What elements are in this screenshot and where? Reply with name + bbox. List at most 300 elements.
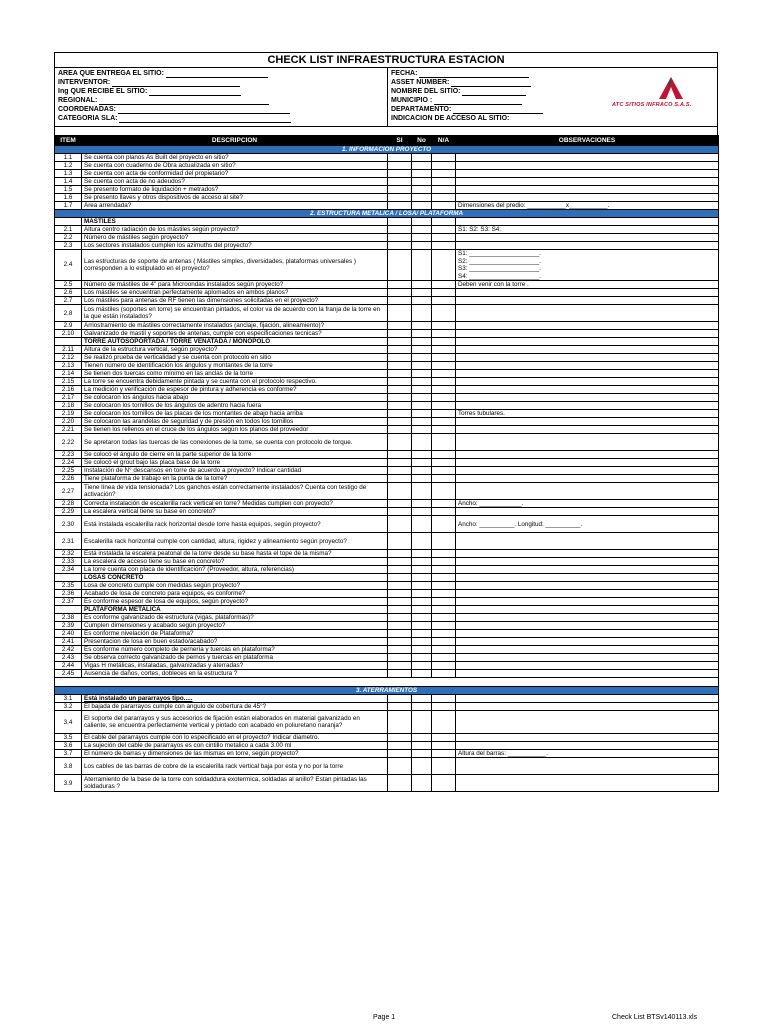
check-no[interactable] — [412, 354, 432, 362]
check-si[interactable] — [388, 330, 412, 338]
observaciones-cell[interactable] — [456, 170, 719, 178]
check-si[interactable] — [388, 550, 412, 558]
check-si[interactable] — [388, 154, 412, 162]
check-si[interactable] — [388, 402, 412, 410]
field-coordenadas-input[interactable] — [118, 106, 290, 114]
check-na[interactable] — [432, 154, 456, 162]
table-row — [55, 646, 719, 654]
check-na[interactable] — [432, 242, 456, 250]
field-regional-input[interactable] — [99, 97, 269, 105]
check-na[interactable] — [432, 475, 456, 483]
check-na[interactable] — [432, 711, 456, 734]
site-info-header — [54, 67, 718, 127]
check-na[interactable] — [432, 305, 456, 322]
check-si[interactable] — [388, 558, 412, 566]
check-na[interactable] — [432, 194, 456, 202]
check-si[interactable] — [388, 742, 412, 750]
check-si[interactable] — [388, 234, 412, 242]
check-no[interactable] — [412, 370, 432, 378]
check-na[interactable] — [432, 622, 456, 630]
item-description: Es conforme nivelación de Plataforma? — [82, 630, 388, 638]
observaciones-cell[interactable] — [456, 346, 719, 354]
check-na[interactable] — [432, 662, 456, 670]
observaciones-cell[interactable] — [456, 386, 719, 394]
check-na[interactable] — [432, 378, 456, 386]
observaciones-cell[interactable] — [456, 289, 719, 297]
check-na[interactable] — [432, 202, 456, 210]
check-no[interactable] — [412, 170, 432, 178]
check-na[interactable] — [432, 234, 456, 242]
check-na[interactable] — [432, 646, 456, 654]
check-na[interactable] — [432, 598, 456, 606]
check-no[interactable] — [412, 434, 432, 451]
check-si[interactable] — [388, 670, 412, 678]
check-no[interactable] — [412, 194, 432, 202]
check-si[interactable] — [388, 354, 412, 362]
check-na[interactable] — [432, 500, 456, 508]
check-na[interactable] — [432, 418, 456, 426]
check-si[interactable] — [388, 170, 412, 178]
check-no[interactable] — [412, 775, 432, 792]
check-si[interactable] — [388, 162, 412, 170]
item-description: Se presento formato de liquidación + metrados? — [82, 186, 388, 194]
check-na[interactable] — [432, 516, 456, 533]
check-na[interactable] — [432, 750, 456, 758]
check-si[interactable] — [388, 533, 412, 550]
check-si[interactable] — [388, 508, 412, 516]
field-interventor-input[interactable] — [112, 79, 240, 87]
observaciones-cell[interactable] — [456, 234, 719, 242]
check-no[interactable] — [412, 459, 432, 467]
check-si[interactable] — [388, 202, 412, 210]
check-na[interactable] — [432, 226, 456, 234]
check-si[interactable] — [388, 426, 412, 434]
observaciones-cell[interactable] — [456, 566, 719, 574]
check-no — [412, 218, 432, 226]
observaciones-cell[interactable] — [456, 418, 719, 426]
table-row — [55, 758, 719, 775]
check-no[interactable] — [412, 590, 432, 598]
check-na[interactable] — [432, 451, 456, 459]
check-na[interactable] — [432, 162, 456, 170]
observaciones-cell[interactable] — [456, 582, 719, 590]
check-no[interactable] — [412, 670, 432, 678]
observaciones-cell[interactable]: Altura del barras: ___________. — [456, 750, 719, 758]
check-no[interactable] — [412, 297, 432, 305]
check-si[interactable] — [388, 734, 412, 742]
check-si[interactable] — [388, 775, 412, 792]
item-number: 2.24 — [55, 459, 82, 467]
check-si[interactable] — [388, 467, 412, 475]
check-si[interactable] — [388, 703, 412, 711]
observaciones-cell[interactable] — [456, 467, 719, 475]
check-si[interactable] — [388, 638, 412, 646]
check-no[interactable] — [412, 695, 432, 703]
check-no[interactable] — [412, 500, 432, 508]
item-description: El cable del pararrayos cumple con lo especificado en el proyecto? Indicar diametro. — [82, 734, 388, 742]
table-row — [55, 670, 719, 678]
observaciones-cell[interactable] — [456, 378, 719, 386]
check-si[interactable] — [388, 386, 412, 394]
check-na[interactable] — [432, 742, 456, 750]
check-no[interactable] — [412, 508, 432, 516]
observaciones-cell[interactable] — [456, 194, 719, 202]
check-no[interactable] — [412, 750, 432, 758]
observaciones-cell[interactable] — [456, 590, 719, 598]
observaciones-cell[interactable] — [456, 330, 719, 338]
check-no[interactable] — [412, 451, 432, 459]
check-no[interactable] — [412, 322, 432, 330]
item-number: 3.2 — [55, 703, 82, 711]
observaciones-cell[interactable] — [456, 426, 719, 434]
check-si[interactable] — [388, 242, 412, 250]
check-si[interactable] — [388, 281, 412, 289]
observaciones-cell[interactable] — [456, 758, 719, 775]
table-row — [55, 305, 719, 322]
check-si[interactable] — [388, 346, 412, 354]
observaciones-cell[interactable] — [456, 775, 719, 792]
subsection-row — [55, 574, 719, 582]
item-description: Presentacion de losa en buen estado/acabado? — [82, 638, 388, 646]
check-na[interactable] — [432, 346, 456, 354]
check-si[interactable] — [388, 622, 412, 630]
observaciones-cell[interactable] — [456, 162, 719, 170]
check-no[interactable] — [412, 289, 432, 297]
observaciones-cell[interactable] — [456, 370, 719, 378]
field-asset-input[interactable] — [451, 79, 531, 87]
observaciones-cell[interactable] — [456, 508, 719, 516]
observaciones-cell[interactable] — [456, 154, 719, 162]
observaciones-cell[interactable] — [456, 558, 719, 566]
check-na[interactable] — [432, 289, 456, 297]
item-description: Número de mástiles según proyecto? — [82, 234, 388, 242]
check-no[interactable] — [412, 346, 432, 354]
table-row — [55, 330, 719, 338]
check-si[interactable] — [388, 186, 412, 194]
check-si[interactable] — [388, 434, 412, 451]
item-description: Se colocaron los tornillos de las placas de los montantes de abajo hacia arriba — [82, 410, 388, 418]
observaciones-cell[interactable] — [456, 622, 719, 630]
check-na[interactable] — [432, 590, 456, 598]
check-na[interactable] — [432, 614, 456, 622]
check-na[interactable] — [432, 297, 456, 305]
observaciones-cell[interactable] — [456, 178, 719, 186]
check-no[interactable] — [412, 186, 432, 194]
item-description: Galvanizado de mastil y soportes de antenas, cumple con especificaciones tecnicas? — [82, 330, 388, 338]
check-na[interactable] — [432, 654, 456, 662]
observaciones-cell[interactable] — [456, 662, 719, 670]
item-number: 2.15 — [55, 378, 82, 386]
table-row — [55, 418, 719, 426]
item-number: 2.3 — [55, 242, 82, 250]
observaciones-cell[interactable] — [456, 242, 719, 250]
check-si[interactable] — [388, 459, 412, 467]
item-description: Está instalado un pararrayos tipo..... — [82, 695, 388, 703]
check-no[interactable] — [412, 394, 432, 402]
field-departamento-input[interactable] — [453, 106, 543, 114]
check-na[interactable] — [432, 467, 456, 475]
field-fecha-input[interactable] — [419, 70, 529, 78]
table-row — [55, 622, 719, 630]
check-na[interactable] — [432, 734, 456, 742]
check-no[interactable] — [412, 654, 432, 662]
check-no[interactable] — [412, 402, 432, 410]
table-row — [55, 242, 719, 250]
field-ing-input[interactable] — [149, 88, 241, 96]
check-si[interactable] — [388, 394, 412, 402]
check-si[interactable] — [388, 662, 412, 670]
item-number: 2.20 — [55, 418, 82, 426]
item-description: Área arrendada? — [82, 202, 388, 210]
check-no[interactable] — [412, 614, 432, 622]
check-si[interactable] — [388, 630, 412, 638]
check-si[interactable] — [388, 758, 412, 775]
table-row — [55, 695, 719, 703]
check-na[interactable] — [432, 386, 456, 394]
check-si[interactable] — [388, 500, 412, 508]
field-municipio-input[interactable] — [434, 97, 522, 105]
check-no[interactable] — [412, 386, 432, 394]
check-na[interactable] — [432, 558, 456, 566]
check-na[interactable] — [432, 566, 456, 574]
col-item: ITEM — [55, 136, 82, 146]
check-no[interactable] — [412, 467, 432, 475]
check-no[interactable] — [412, 281, 432, 289]
check-no[interactable] — [412, 305, 432, 322]
check-na[interactable] — [432, 630, 456, 638]
check-na — [432, 574, 456, 582]
observaciones-cell[interactable] — [456, 670, 719, 678]
check-no[interactable] — [412, 622, 432, 630]
observaciones-cell[interactable] — [456, 434, 719, 451]
check-si[interactable] — [388, 370, 412, 378]
observaciones-cell[interactable]: Torres tubulares. — [456, 410, 719, 418]
observaciones-cell[interactable] — [456, 354, 719, 362]
check-si[interactable] — [388, 582, 412, 590]
check-si[interactable] — [388, 305, 412, 322]
check-no[interactable] — [412, 533, 432, 550]
check-na[interactable] — [432, 178, 456, 186]
field-interventor-label: INTERVENTOR: — [58, 79, 111, 86]
observaciones-cell[interactable] — [456, 322, 719, 330]
item-description: Altura centro radiación de los mástiles según proyecto? — [82, 226, 388, 234]
check-si[interactable] — [388, 378, 412, 386]
item-description: Se colocaron los ángulos hacia abajo — [82, 394, 388, 402]
item-number: 2.11 — [55, 346, 82, 354]
observaciones-cell[interactable] — [456, 394, 719, 402]
check-si[interactable] — [388, 654, 412, 662]
check-si[interactable] — [388, 418, 412, 426]
check-na[interactable] — [432, 508, 456, 516]
check-no[interactable] — [412, 178, 432, 186]
observaciones-cell[interactable]: Ancho: ____________. — [456, 500, 719, 508]
check-no[interactable] — [412, 742, 432, 750]
subsection-row — [55, 338, 719, 346]
check-no[interactable] — [412, 566, 432, 574]
check-no[interactable] — [412, 162, 432, 170]
check-na[interactable] — [432, 638, 456, 646]
item-description: Está instalada escalerilla rack horizontal desde torre hasta equipos, según proyecto? — [82, 516, 388, 533]
check-na[interactable] — [432, 402, 456, 410]
check-si — [388, 338, 412, 346]
check-si[interactable] — [388, 590, 412, 598]
check-no[interactable] — [412, 410, 432, 418]
observaciones-cell[interactable]: S1: S2: S3: S4: — [456, 226, 719, 234]
check-no[interactable] — [412, 734, 432, 742]
check-no[interactable] — [412, 330, 432, 338]
field-categoria-input[interactable] — [119, 115, 291, 123]
observaciones-cell[interactable] — [456, 695, 719, 703]
observaciones-cell[interactable]: Dimensiones del predio: ___________x___________. — [456, 202, 719, 210]
observaciones-cell[interactable] — [456, 734, 719, 742]
observaciones-cell[interactable] — [456, 703, 719, 711]
observaciones-cell[interactable] — [456, 598, 719, 606]
check-si[interactable] — [388, 516, 412, 533]
item-description: Cumplen dimensiones y acabado según proyecto? — [82, 622, 388, 630]
check-na[interactable] — [432, 170, 456, 178]
check-si[interactable] — [388, 194, 412, 202]
check-na[interactable] — [432, 281, 456, 289]
check-na[interactable] — [432, 533, 456, 550]
observaciones-cell[interactable] — [456, 711, 719, 734]
check-na[interactable] — [432, 550, 456, 558]
check-no[interactable] — [412, 550, 432, 558]
observaciones-cell[interactable] — [456, 459, 719, 467]
check-na — [432, 218, 456, 226]
observaciones-cell[interactable] — [456, 402, 719, 410]
observaciones-cell[interactable] — [456, 654, 719, 662]
check-na[interactable] — [432, 582, 456, 590]
item-number — [55, 218, 82, 226]
check-si[interactable] — [388, 646, 412, 654]
observaciones-cell[interactable]: Ancho: __________. Longitud: __________. — [456, 516, 719, 533]
check-si[interactable] — [388, 695, 412, 703]
check-no[interactable] — [412, 582, 432, 590]
item-number: 3.8 — [55, 758, 82, 775]
check-si[interactable] — [388, 410, 412, 418]
checklist-table — [54, 135, 719, 792]
check-na — [432, 606, 456, 614]
check-na[interactable] — [432, 186, 456, 194]
check-na[interactable] — [432, 670, 456, 678]
item-description: Se colocaron las arandelas de seguridad y de presión en todos los tornillos — [82, 418, 388, 426]
observaciones-cell[interactable] — [456, 742, 719, 750]
item-number: 1.3 — [55, 170, 82, 178]
check-no[interactable] — [412, 226, 432, 234]
check-no[interactable] — [412, 630, 432, 638]
check-na[interactable] — [432, 775, 456, 792]
check-na[interactable] — [432, 362, 456, 370]
check-si[interactable] — [388, 711, 412, 734]
check-no[interactable] — [412, 378, 432, 386]
table-row — [55, 394, 719, 402]
table-row — [55, 703, 719, 711]
check-no[interactable] — [412, 558, 432, 566]
check-si[interactable] — [388, 750, 412, 758]
table-row — [55, 202, 719, 210]
observaciones-cell[interactable] — [456, 630, 719, 638]
check-na[interactable] — [432, 758, 456, 775]
check-si[interactable] — [388, 475, 412, 483]
check-si[interactable] — [388, 297, 412, 305]
field-area-input[interactable] — [166, 70, 268, 78]
check-no[interactable] — [412, 242, 432, 250]
check-no[interactable] — [412, 154, 432, 162]
check-no[interactable] — [412, 516, 432, 533]
check-no[interactable] — [412, 475, 432, 483]
check-si[interactable] — [388, 614, 412, 622]
col-observaciones: OBSERVACIONES — [456, 136, 719, 146]
check-na[interactable] — [432, 354, 456, 362]
check-na[interactable] — [432, 695, 456, 703]
observaciones-cell[interactable] — [456, 305, 719, 322]
check-si[interactable] — [388, 362, 412, 370]
check-si[interactable] — [388, 250, 412, 281]
check-na[interactable] — [432, 483, 456, 500]
check-si[interactable] — [388, 451, 412, 459]
check-na[interactable] — [432, 330, 456, 338]
check-na[interactable] — [432, 370, 456, 378]
check-no[interactable] — [412, 711, 432, 734]
check-si[interactable] — [388, 289, 412, 297]
observaciones-cell[interactable] — [456, 475, 719, 483]
check-si[interactable] — [388, 226, 412, 234]
check-na[interactable] — [432, 426, 456, 434]
observaciones-cell[interactable] — [456, 297, 719, 305]
observaciones-cell[interactable]: S1: ____________________. S2: ____________________. S3: ____________________. S4: ____________________. — [456, 250, 719, 281]
check-na[interactable] — [432, 410, 456, 418]
observaciones-cell[interactable] — [456, 638, 719, 646]
check-si[interactable] — [388, 322, 412, 330]
check-no[interactable] — [412, 598, 432, 606]
check-no[interactable] — [412, 483, 432, 500]
check-na[interactable] — [432, 703, 456, 711]
check-na[interactable] — [432, 434, 456, 451]
check-no[interactable] — [412, 418, 432, 426]
check-no[interactable] — [412, 362, 432, 370]
check-no[interactable] — [412, 202, 432, 210]
observaciones-cell[interactable] — [456, 186, 719, 194]
check-no[interactable] — [412, 234, 432, 242]
check-si[interactable] — [388, 483, 412, 500]
check-no[interactable] — [412, 426, 432, 434]
observaciones-cell[interactable] — [456, 483, 719, 500]
observaciones-cell[interactable] — [456, 533, 719, 550]
observaciones-cell[interactable] — [456, 550, 719, 558]
check-no[interactable] — [412, 662, 432, 670]
check-na[interactable] — [432, 250, 456, 281]
observaciones-cell[interactable] — [456, 362, 719, 370]
check-no[interactable] — [412, 646, 432, 654]
field-nombre-input[interactable] — [462, 88, 526, 96]
observaciones-cell[interactable] — [456, 646, 719, 654]
check-na[interactable] — [432, 322, 456, 330]
observaciones-cell[interactable] — [456, 614, 719, 622]
observaciones-cell[interactable] — [456, 451, 719, 459]
col-na: N/A — [432, 136, 456, 146]
check-no[interactable] — [412, 758, 432, 775]
check-no[interactable] — [412, 703, 432, 711]
check-no[interactable] — [412, 250, 432, 281]
check-si[interactable] — [388, 566, 412, 574]
check-si[interactable] — [388, 178, 412, 186]
check-si[interactable] — [388, 598, 412, 606]
check-no[interactable] — [412, 638, 432, 646]
table-row — [55, 711, 719, 734]
check-na[interactable] — [432, 459, 456, 467]
check-na[interactable] — [432, 394, 456, 402]
observaciones-cell[interactable]: Deben venir con la torre . — [456, 281, 719, 289]
